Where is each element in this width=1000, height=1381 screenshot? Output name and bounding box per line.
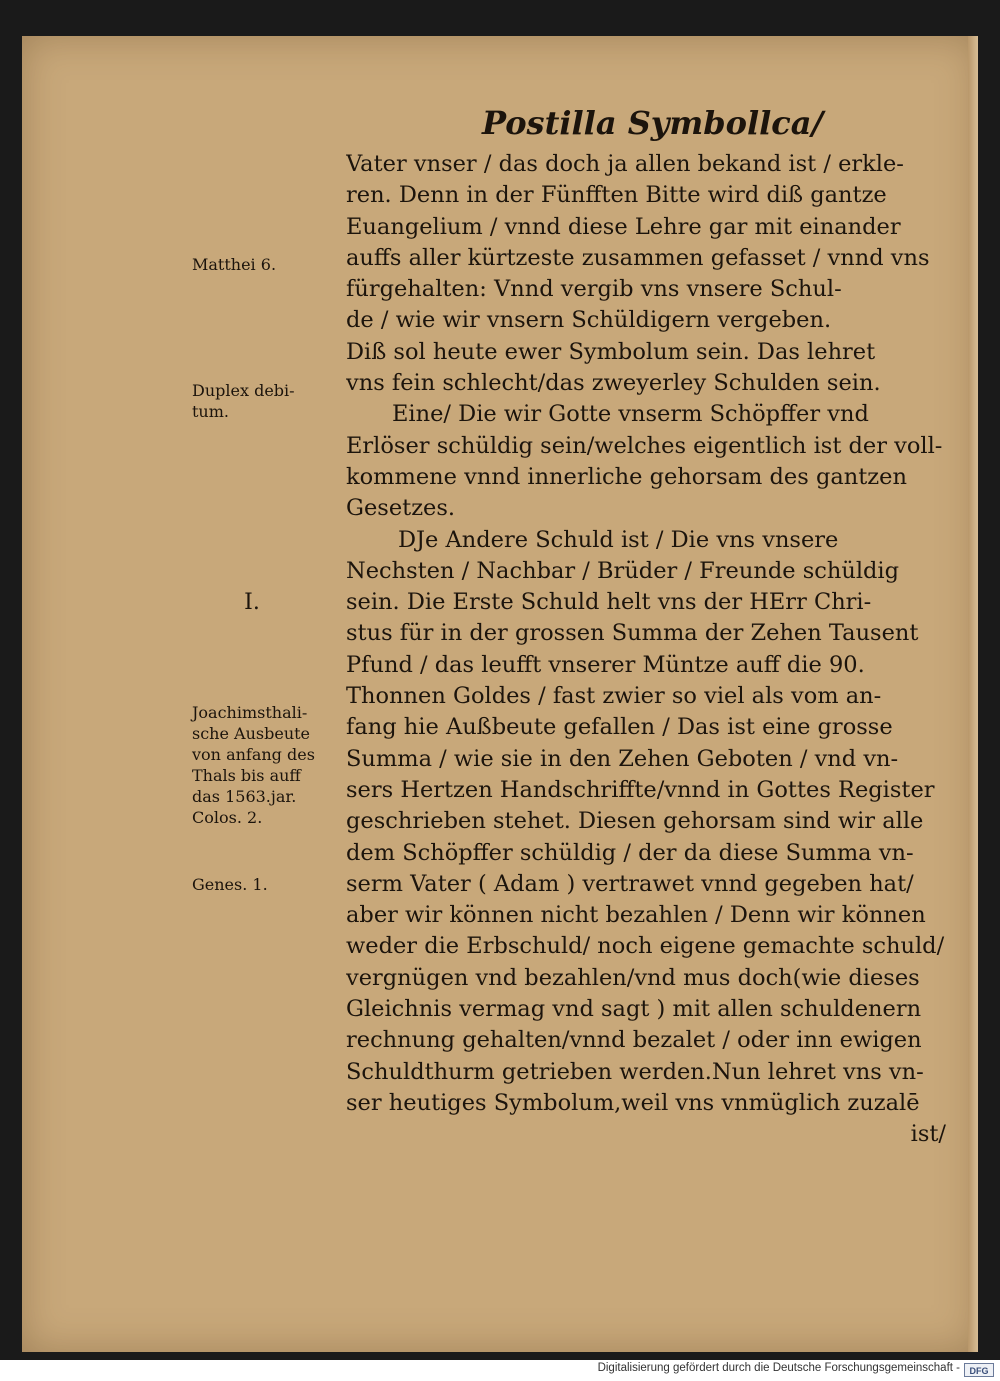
marginal-note-line: Thals bis auff	[192, 766, 301, 785]
body-line: Gleichnis vermag vnd sagt ) mit allen schuldenern	[346, 996, 922, 1023]
body-line: aber wir können nicht bezahlen / Denn wir können	[346, 902, 926, 929]
marginal-note-line: Joachimsthali-	[192, 703, 308, 722]
marginal-note-line: Matthei 6.	[192, 255, 277, 274]
marginal-note-line: das 1563.jar.	[192, 787, 297, 806]
body-line: Summa / wie sie in den Zehen Geboten / vnd vn-	[346, 745, 899, 772]
body-line: dem Schöpffer schüldig / der da diese Summa vn-	[346, 839, 914, 866]
body-line: Nechsten / Nachbar / Brüder / Freunde schüldig	[346, 557, 900, 584]
body-line: stus für in der grossen Summa der Zehen Tausent	[346, 620, 919, 647]
body-line: Vater vnser / das doch ja allen bekand ist / erkle-	[346, 151, 904, 177]
footer-credit: Digitalisierung gefördert durch die Deutsche Forschungsgemeinschaft -	[597, 1362, 960, 1374]
book-page	[22, 36, 978, 1352]
body-line: ren. Denn in der Fünfften Bitte wird diß gantze	[346, 182, 887, 209]
body-line: vns fein schlecht/das zweyerley Schulden sein.	[346, 370, 881, 397]
body-text	[346, 149, 946, 1151]
body-line: Thonnen Goldes / fast zwier so viel als vom an-	[346, 683, 882, 710]
marginal-note-genes	[192, 874, 342, 895]
marginal-numeral-text: I.	[244, 590, 260, 615]
body-line: de / wie wir vnsern Schüldigern vergeben.	[346, 307, 832, 334]
body-line: fang hie Außbeute gefallen / Das ist eine grosse	[346, 714, 893, 741]
body-line: Diß sol heute ewer Symbolum sein. Das lehret	[346, 338, 876, 365]
body-line: Euangelium / vnnd diese Lehre gar mit einander	[346, 213, 901, 240]
body-line: Pfund / das leufft vnserer Müntze auff die 90.	[346, 651, 865, 678]
marginal-note-line: Genes. 1.	[192, 875, 268, 894]
body-line: Gesetzes.	[346, 495, 456, 522]
body-line: ser heutiges Symbolum,weil vns vnmüglich zuzalē	[346, 1089, 920, 1116]
marginal-numeral	[192, 592, 312, 613]
running-head: Postilla Symbollca/	[482, 104, 824, 142]
page-edge	[968, 36, 978, 1352]
marginal-note-joachimsthal	[192, 702, 342, 828]
body-line: sers Hertzen Handschriffte/vnnd in Gottes Register	[346, 776, 935, 803]
body-line: Eine/ Die wir Gotte vnserm Schöpffer vnd	[392, 401, 869, 428]
marginal-note-line: Duplex debi-	[192, 381, 295, 400]
marginal-note-duplex	[192, 380, 342, 422]
footer-bar	[0, 1360, 1000, 1381]
marginal-note-matthei	[192, 254, 342, 275]
body-line: Erlöser schüldig sein/welches eigentlich ist der voll-	[346, 432, 943, 459]
body-line: vergnügen vnd bezahlen/vnd mus doch(wie dieses	[346, 964, 920, 991]
body-line-catchword: ist/	[910, 1121, 946, 1148]
marginal-note-line: sche Ausbeute	[192, 724, 311, 743]
body-line: serm Vater ( Adam ) vertrawet vnnd gegeben hat/	[346, 870, 914, 897]
body-line: rechnung gehalten/vnnd bezalet / oder inn ewigen	[346, 1027, 922, 1054]
body-line: auffs aller kürtzeste zusammen gefasset / vnnd vns	[346, 244, 930, 271]
marginal-note-line: von anfang des	[192, 745, 315, 764]
dfg-logo: DFG	[964, 1363, 994, 1377]
body-line: sein. Die Erste Schuld helt vns der HErr Chri-	[346, 589, 872, 616]
body-line: Schuldthurm getrieben werden.Nun lehret vns vn-	[346, 1058, 924, 1085]
body-line: kommene vnnd innerliche gehorsam des gantzen	[346, 463, 907, 490]
marginal-note-line: Colos. 2.	[192, 808, 263, 827]
marginal-note-line: tum.	[192, 402, 229, 421]
body-line: weder die Erbschuld/ noch eigene gemachte schuld/	[346, 933, 945, 960]
body-line: DJe Andere Schuld ist / Die vns vnsere	[398, 526, 839, 553]
body-line: geschrieben stehet. Diesen gehorsam sind wir alle	[346, 808, 924, 835]
body-line: fürgehalten: Vnnd vergib vns vnsere Schul-	[346, 276, 842, 303]
